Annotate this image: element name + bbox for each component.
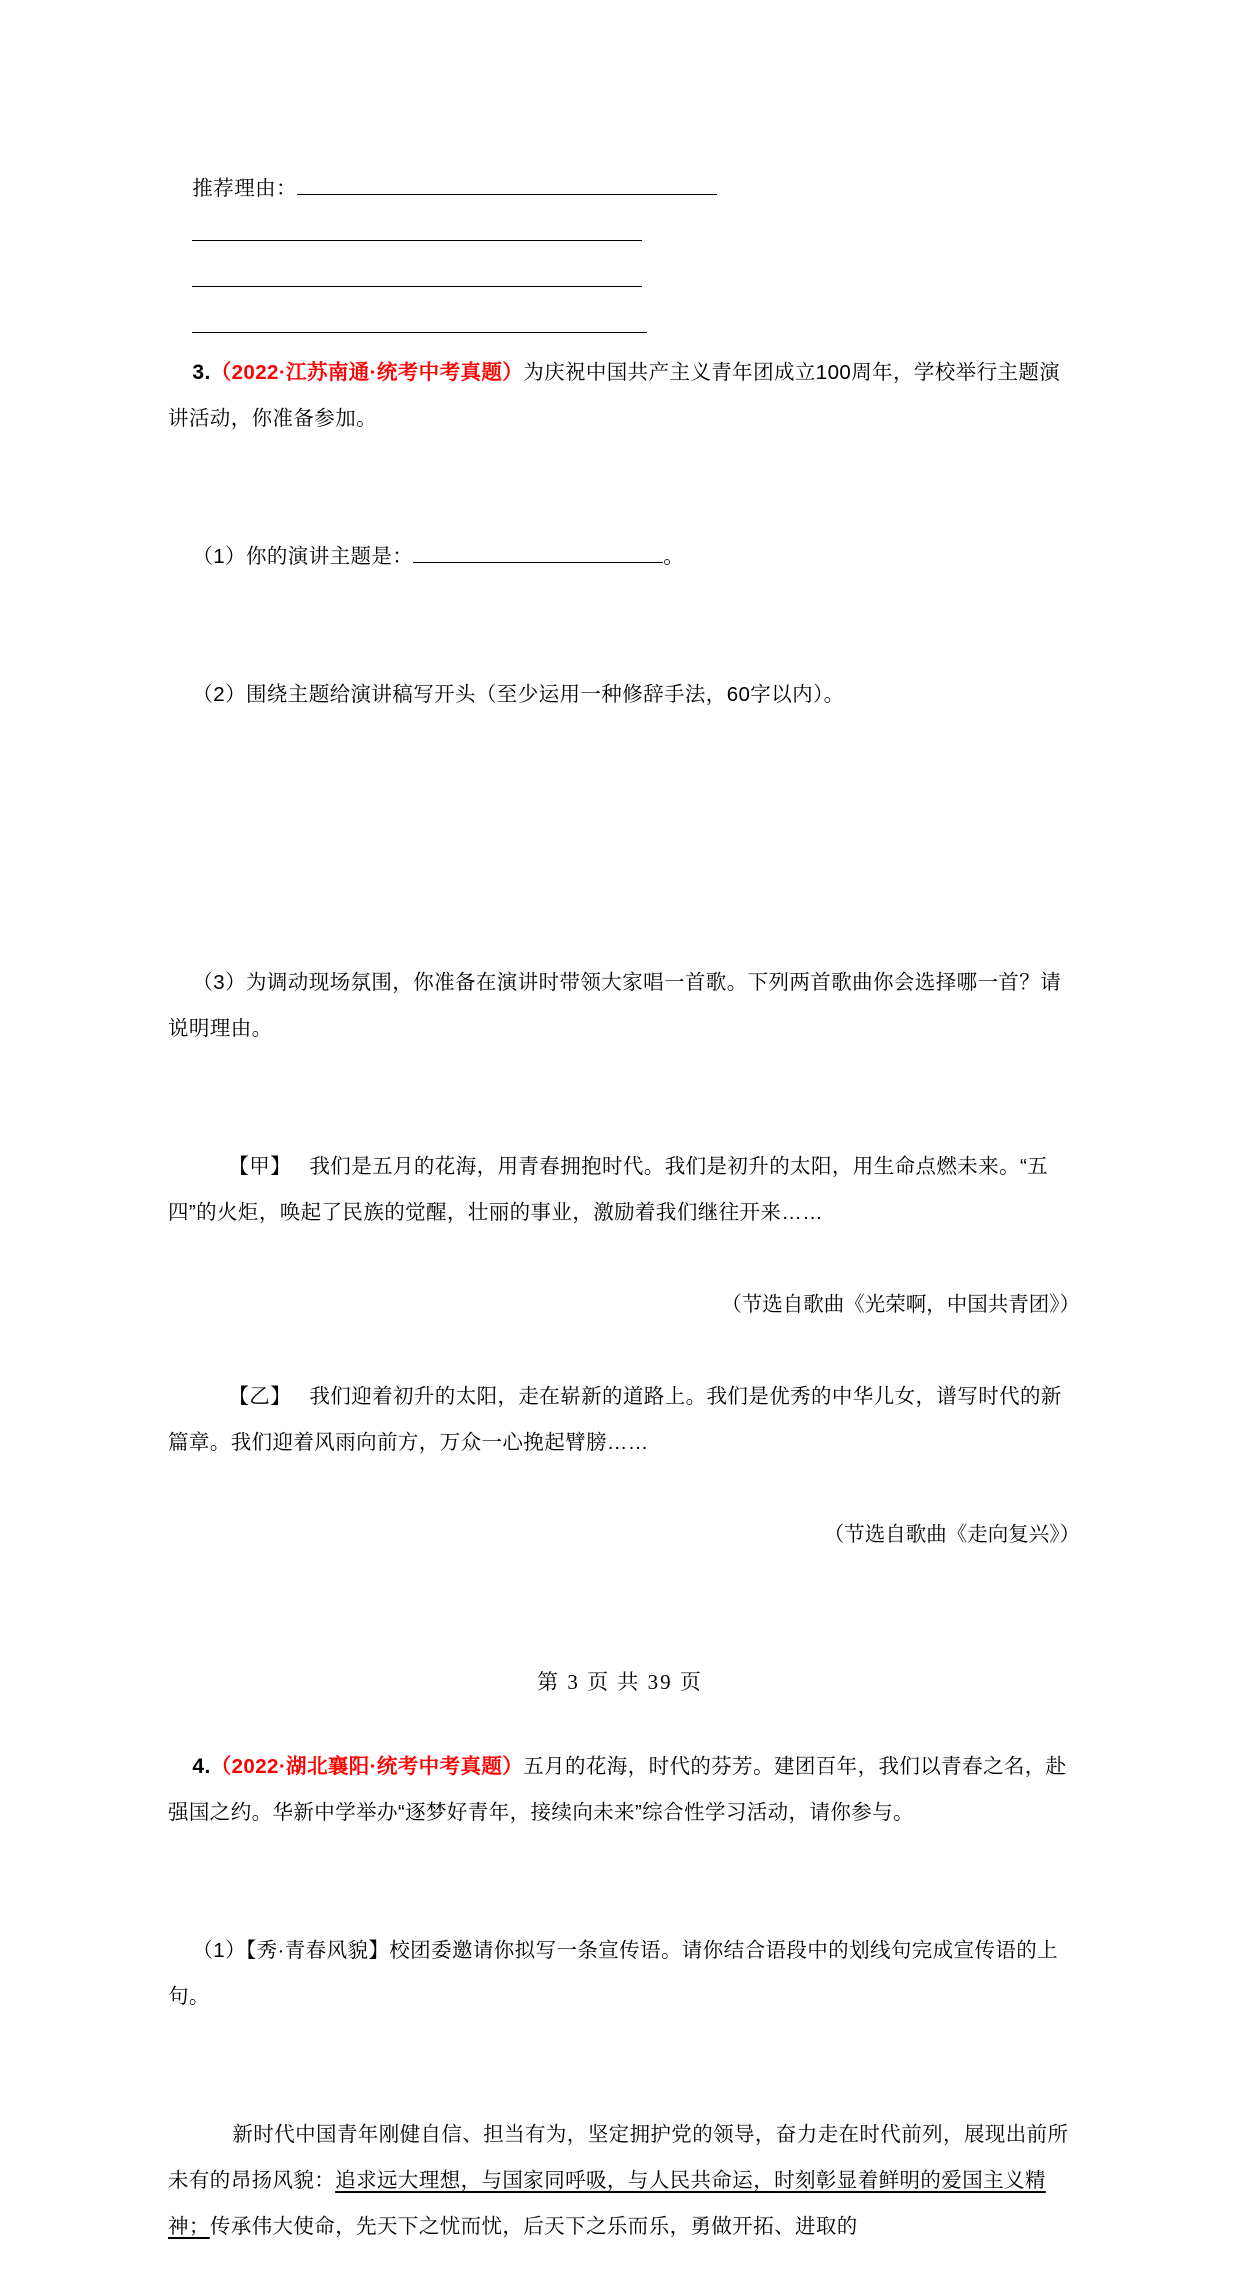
question-3-item-3-label: （3）为调动现场氛围，你准备在演讲时带领大家唱一首歌。下列两首歌曲你会选择哪一首？请说明理由。 (168, 971, 1062, 1040)
question-4-source-tag: （2022·湖北襄阳·统考中考真题） (210, 1755, 524, 1778)
answer-blank[interactable] (413, 540, 663, 563)
question-4-number: 4. (192, 1755, 211, 1778)
answer-space-1 (168, 764, 1080, 914)
question-3-item-1-label: （1）你的演讲主题是： (192, 545, 414, 568)
excerpt-jia-text: 我们是五月的花海，用青春拥抱时代。我们是初升的太阳，用生命点燃未来。“五四”的火炬，唤起了民族的觉醒，壮丽的事业，激励着我们继往开来…… (168, 1155, 1049, 1224)
question-3-item-1 (168, 488, 1080, 626)
excerpt-yi-source: （节选自歌曲《走向复兴》） (823, 1523, 1080, 1546)
recommend-reason-label: 推荐理由： (192, 177, 297, 200)
question-3-item-1-tail: 。 (663, 545, 685, 568)
answer-blank[interactable] (192, 218, 642, 241)
answer-blank[interactable] (192, 310, 647, 333)
passage-underlined-text: 追求远大理想，与国家同呼吸，与人民共命运，时刻彰显着鲜明的爱国主义精神； (168, 2169, 1046, 2238)
recommend-reason-row (168, 120, 1080, 200)
question-4-stem: 五月的花海，时代的芬芳。建团百年，我们以青春之名，赴强国之约。华新中学举办“逐梦好青年，接续向未来”综合性学习活动，请你参与。 (168, 1755, 1067, 1824)
passage-text-part-2: 传承伟大使命，先天下之忧而忧，后天下之乐而乐，勇做开拓、进取的 (209, 2215, 858, 2238)
excerpt-yi-text: 我们迎着初升的太阳，走在崭新的道路上。我们是优秀的中华儿女，谱写时代的新篇章。我们迎着风雨向前方，万众一心挽起臂膀…… (168, 1385, 1062, 1454)
question-3-item-2-label: （2）围绕主题给演讲稿写开头（至少运用一种修辞手法，60字以内）。 (192, 683, 845, 706)
question-3-stem: 为庆祝中国共产主义青年团成立100周年，学校举行主题演讲活动，你准备参加。 (168, 361, 1061, 430)
question-4-passage (168, 2066, 1080, 2296)
question-3-item-3 (168, 914, 1080, 1098)
answer-blank[interactable] (297, 172, 717, 195)
excerpt-yi-marker: 【乙】 (228, 1385, 292, 1408)
question-3-source-tag: （2022·江苏南通·统考中考真题） (210, 361, 524, 384)
question-4-item-1 (168, 1882, 1080, 2066)
excerpt-yi (168, 1328, 1080, 1512)
excerpt-jia-marker: 【甲】 (228, 1155, 292, 1178)
passage-text-part-1: 新时代中国青年刚健自信、担当有为，坚定拥护党的领导，奋力走在时代前列，展现出前所未有的昂扬风貌： (168, 2123, 1069, 2192)
excerpt-jia (168, 1098, 1080, 1282)
question-4-item-1-label: （1）【秀·青春风貌】校团委邀请你拟写一条宣传语。请你结合语段中的划线句完成宣传语的上句。 (168, 1939, 1059, 2008)
answer-blank[interactable] (192, 264, 642, 287)
question-3-number: 3. (192, 361, 211, 384)
excerpt-jia-source: （节选自歌曲《光荣啊，中国共青团》） (721, 1293, 1080, 1316)
page-footer: 第 3 页 共 39 页 (537, 1670, 703, 1694)
question-4 (168, 1698, 1080, 1882)
question-3-item-2 (168, 626, 1080, 764)
